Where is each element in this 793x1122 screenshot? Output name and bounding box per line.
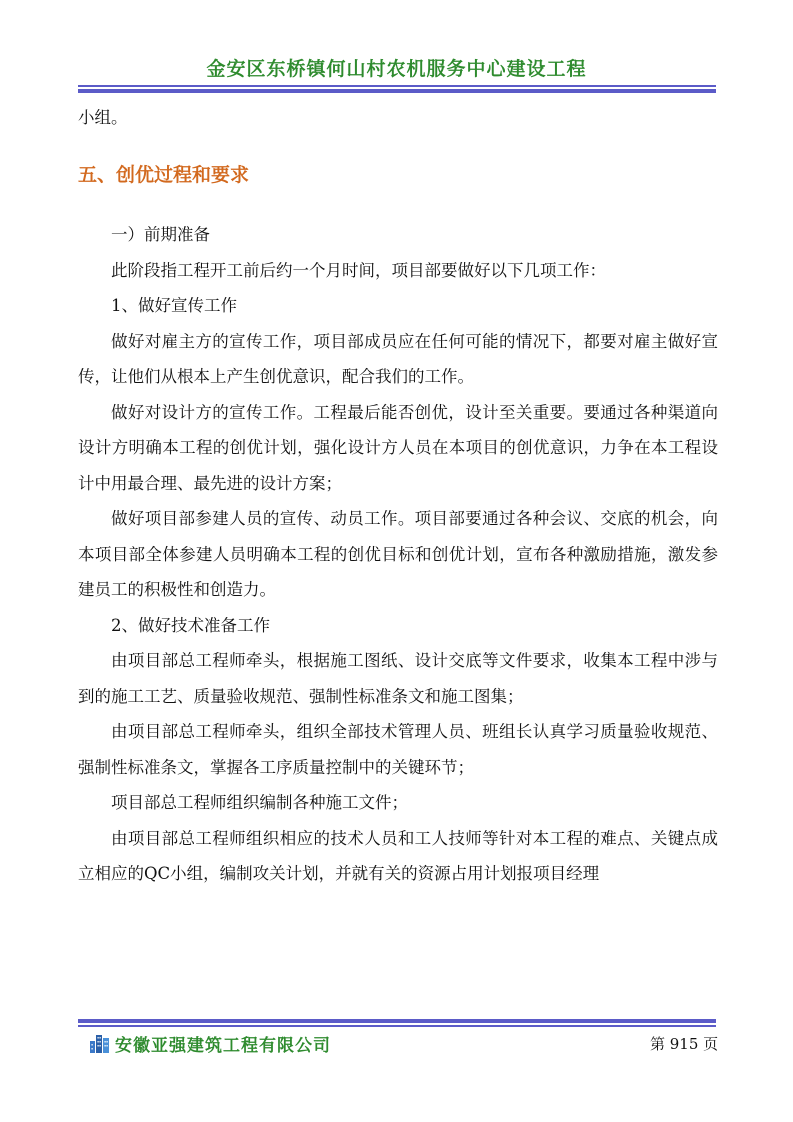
section-body — [78, 217, 718, 892]
header-rule-thin — [78, 85, 716, 87]
item-title: 1、做好宣传工作 — [111, 296, 237, 315]
footer-company-name: 安徽亚强建筑工程有限公司 — [115, 1036, 331, 1056]
section-heading: 五、创优过程和要求 — [78, 164, 250, 186]
paragraph: 做好对雇主方的宣传工作，项目部成员应在任何可能的情况下，都要对雇主做好宣传，让他们从根本上产生创优意识，配合我们的工作。 — [78, 331, 718, 386]
paragraph: 项目部总工程师组织编制各种施工文件； — [111, 793, 408, 812]
page-header-title: 金安区东桥镇何山村农机服务中心建设工程 — [206, 58, 587, 80]
continuation-text: 小组。 — [78, 108, 128, 127]
document-body — [78, 100, 718, 136]
paragraph: 由项目部总工程师牵头，根据施工图纸、设计交底等文件要求，收集本工程中涉与到的施工工艺、质量验收规范、强制性标准条文和施工图集； — [78, 651, 718, 706]
building-logo-icon — [89, 1033, 111, 1053]
item-title: 2、做好技术准备工作 — [111, 615, 270, 635]
paragraph: 做好对设计方的宣传工作。工程最后能否创优，设计至关重要。要通过各种渠道向设计方明确本工程的创优计划，强化设计方人员在本项目的创优意识，力争在本工程设计中用最合理、最先进的设计方案； — [78, 402, 718, 493]
paragraph: 做好项目部参建人员的宣传、动员工作。项目部要通过各种会议、交底的机会，向本项目部全体参建人员明确本工程的创优目标和创优计划，宣布各种激励措施，激发参建员工的积极性和创造力。 — [78, 509, 718, 599]
subsection-title: 一）前期准备 — [111, 225, 210, 244]
page-number: 第 915 页 — [650, 1035, 719, 1053]
footer-rule-thin — [78, 1025, 716, 1027]
paragraph: 由项目部总工程师组织相应的技术人员和工人技师等针对本工程的难点、关键点成立相应的QC小组，编制攻关计划，并就有关的资源占用计划报项目经理 — [78, 828, 718, 883]
header-rule-thick — [78, 89, 716, 93]
paragraph: 由项目部总工程师牵头，组织全部技术管理人员、班组长认真学习质量验收规范、强制性标准条文，掌握各工序质量控制中的关键环节； — [78, 722, 718, 777]
paragraph: 此阶段指工程开工前后约一个月时间，项目部要做好以下几项工作： — [111, 260, 606, 280]
footer-rule-thick — [78, 1019, 716, 1023]
